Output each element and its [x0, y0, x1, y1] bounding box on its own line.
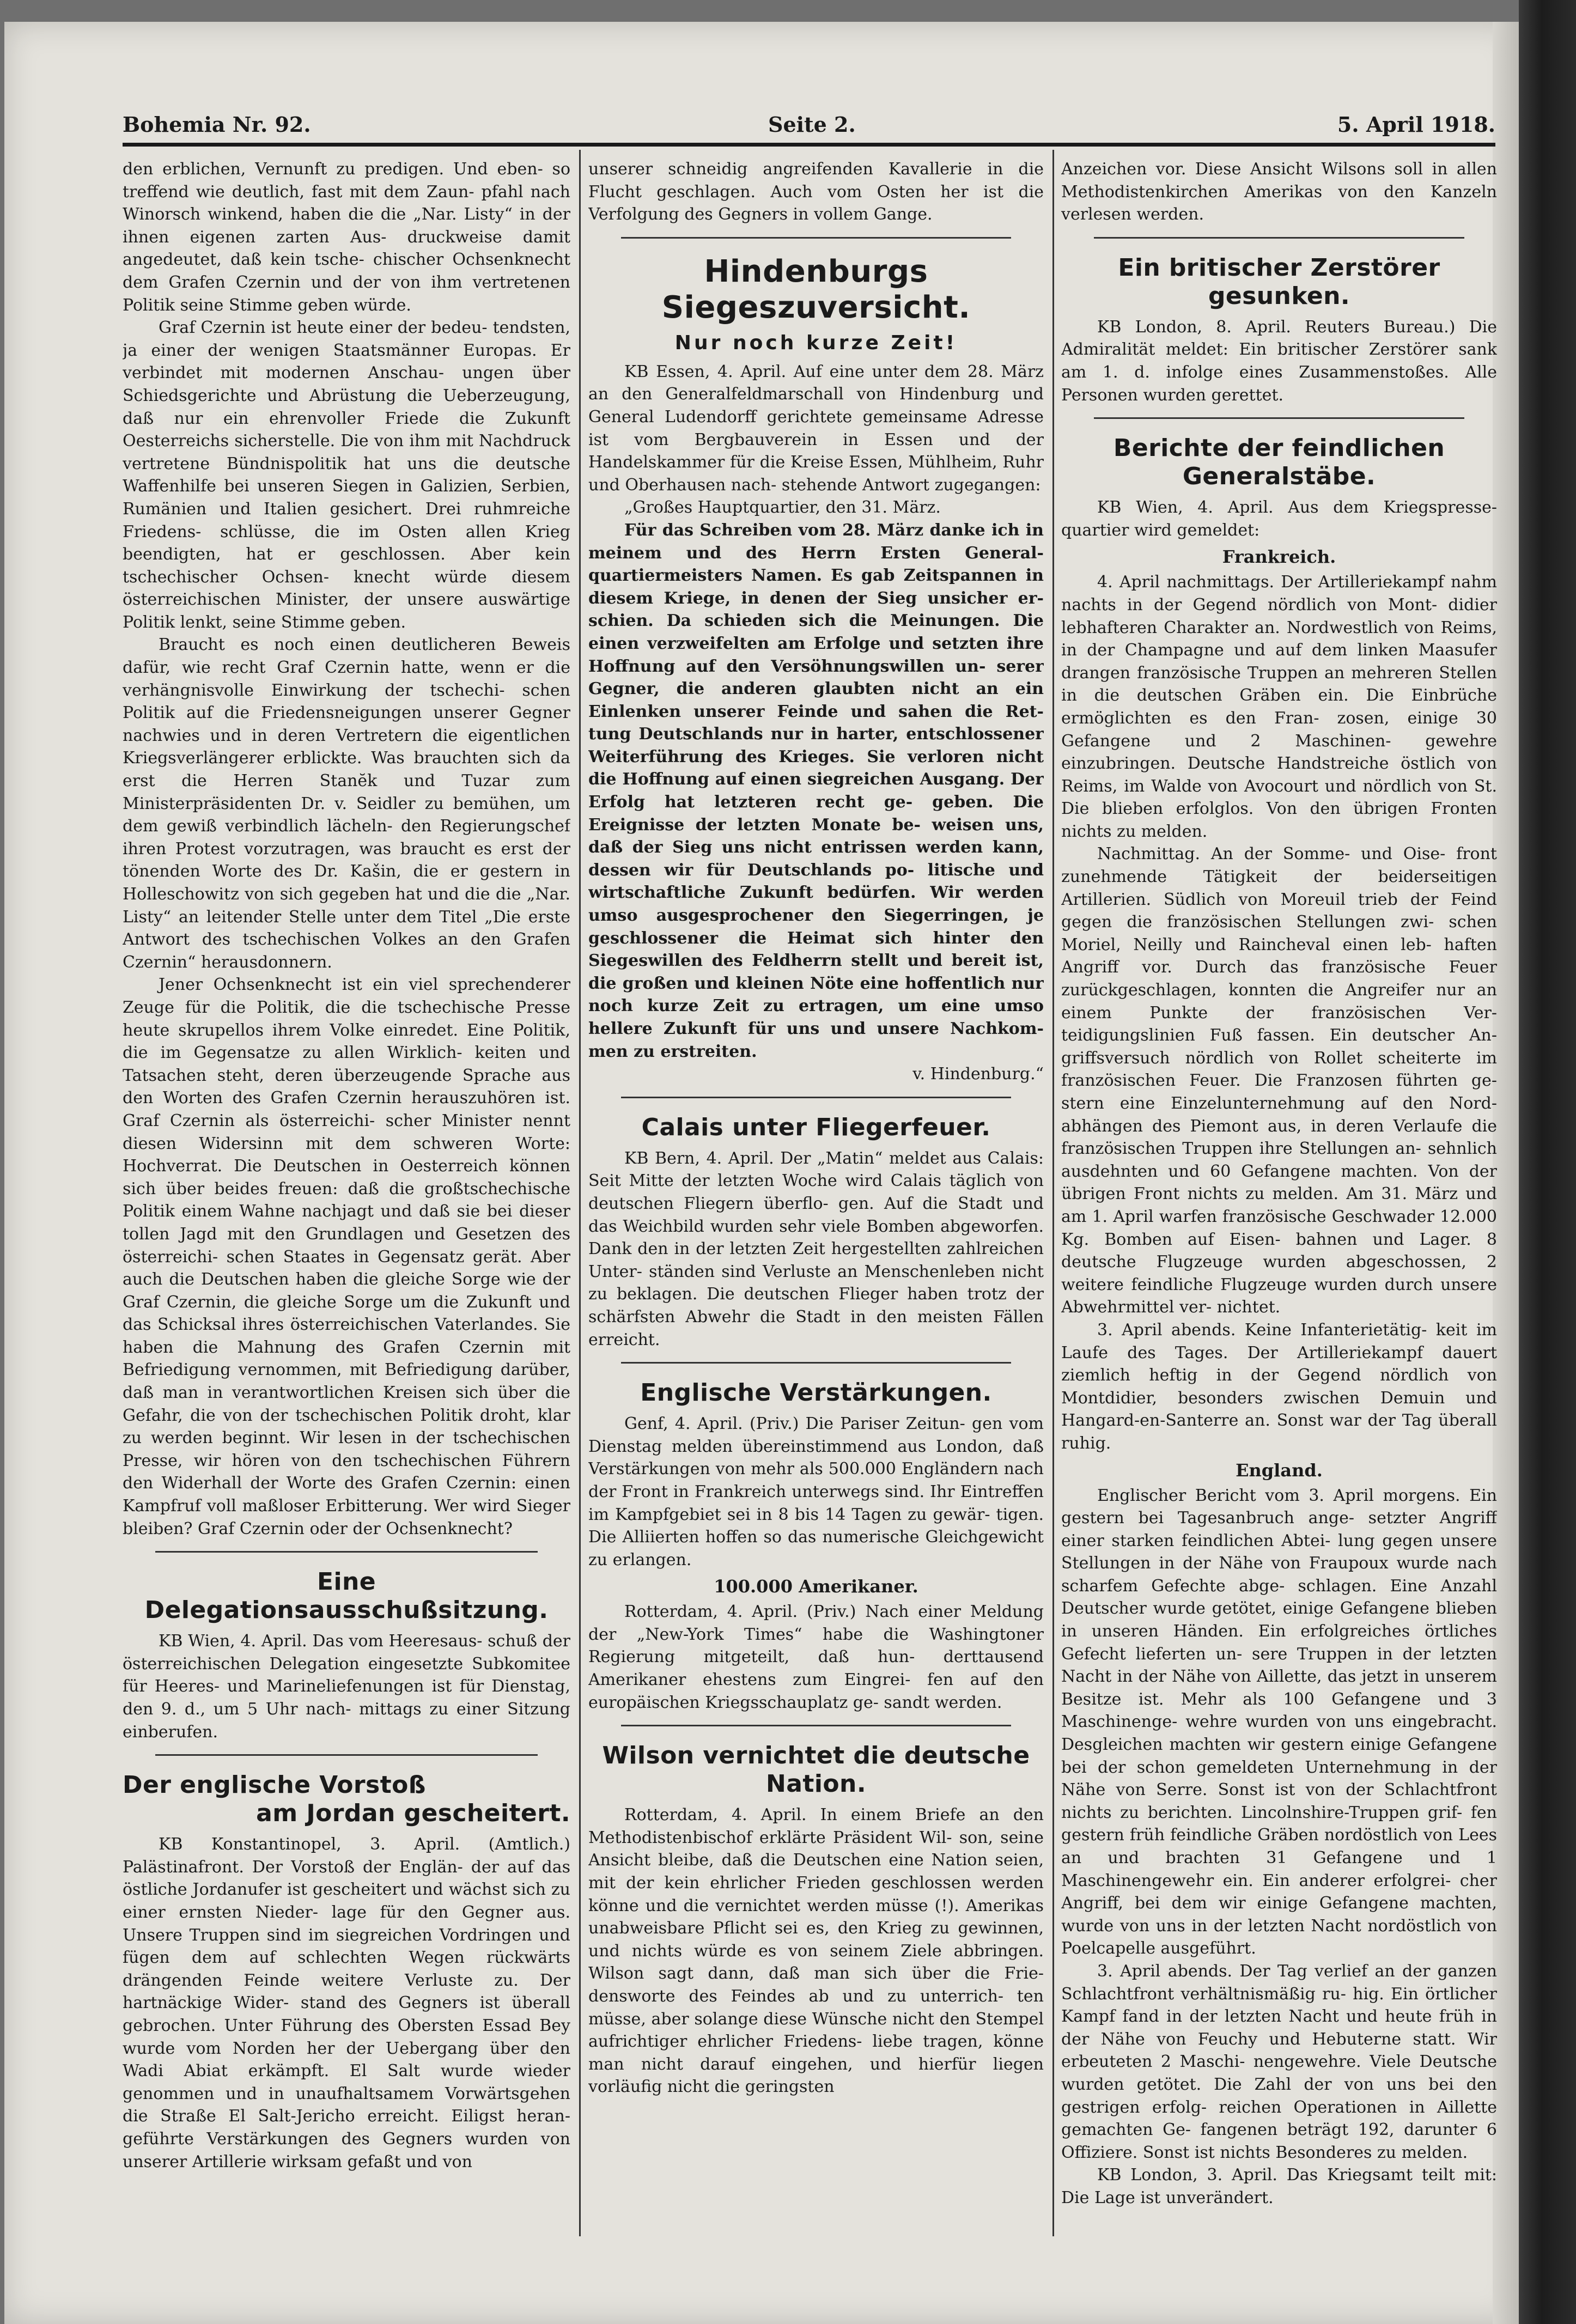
column-divider	[1052, 150, 1054, 2236]
article-paragraph: Für das Schreiben vom 28. März danke ich in meinem und des Herrn Ersten General- quartiermeisters Namen. Es gab Zeitspannen in diesem Kriege, in denen der Sieg unsicher er- schien. Da schieden sich die Meinungen. Die einen verzweifelten am Erfolge und setzten ihre Hoffnung auf den Versöhnungswillen un- serer Gegner, die anderen glaubten nicht an ein Einlenken unserer Feinde und sahen die Ret- tung Deutschlands nur in harter, entschlossener Weiterführung des Krieges. Sie verloren nicht die Hoffnung auf einen siegreichen Ausgang. Der Erfolg hat letzteren recht ge- geben. Die Ereignisse der letzten Monate be- weisen uns, daß der Sieg uns nicht entrissen werden kann, dessen wir für Deutschlands po- litische und wirtschaftliche Zukunft bedürfen. Wir werden umso ausgesprochener den Siegerringen, je geschlossener die Heimat sich hinter den Siegeswillen des Feldherrn stellt und bereit ist, die großen und kleinen Nöte eine hoffentlich nur noch kurze Zeit zu ertragen, um eine umso hellere Zukunft für uns und unsere Nachkom- men zu erstreiten.	[588, 520, 1044, 1061]
article-paragraph: KB London, 3. April. Das Kriegsamt teilt mit: Die Lage ist unverändert.	[1061, 2165, 1497, 2207]
section-rule	[1094, 417, 1464, 419]
article-paragraph: Rotterdam, 4. April. In einem Briefe an den Methodistenbischof erklärte Präsident Wil- son, seine Ansicht bleibe, daß die Deutschen eine Nation seien, mit der kein ehrlicher Frieden geschlossen werden könne und die vernichtet werden müsse (!). Amerikas unabweisbare Pflicht sei es, den Krieg zu gewinnen, und nichts würde es von seinem Ziele abbringen. Wilson sagt dann, daß man sich über die Frie- densworte des Feindes ab und zu unterrich- ten müsse, aber solange diese Wünsche nicht den Stempel aufrichtiger ehrlicher Friedens- liebe tragen, könne man nicht darauf eingehen, und hierfür liegen vorläufig nicht die geringsten	[588, 1805, 1044, 2097]
article-paragraph: „Großes Hauptquartier, den 31. März.	[624, 498, 941, 518]
article-paragraph: Rotterdam, 4. April. (Priv.) Nach einer Meldung der „New-York Times“ habe die Washingtoner Regierung mitgeteilt, daß hun- derttausend Amerikaner ehestens zum Eingrei- fen auf den europäischen Kriegsschauplatz ge- sandt werden.	[588, 1602, 1044, 1712]
article-paragraph: Braucht es noch einen deutlicheren Beweis dafür, wie recht Graf Czernin hatte, wenn er die verhängnisvolle Einwirkung der tschechi- schen Politik auf die Friedensneigungen unserer Gegner nachwies und in deren Vertretern die eigentlichen Kriegsverlängerer erblickte. Was brauchten sich da erst die Herren Stanĕk und Tuzar zum Ministerpräsidenten Dr. v. Seidler zu bemühen, um dem gewiß verbindlich lächeln- den Regierungschef ihren Protest vorzutragen, was braucht es erst der tönenden Worte des Dr. Kašin, die er gestern in Holleschowitz von sich gegeben hat und die die „Nar. Listy“ an leitender Stelle unter dem Titel „Die erste Antwort des tschechischen Volkes an den Grafen Czernin“ herausdonnern.	[123, 635, 570, 972]
page-header	[123, 109, 1495, 142]
section-france: Frankreich.	[1222, 546, 1336, 568]
column-2	[588, 158, 1044, 2234]
article-paragraph: KB Essen, 4. April. Auf eine unter dem 28. März an den Generalfeldmarschall von Hindenburg und General Ludendorff gerichtete gemeinsame Adresse ist vom Bergbauverein in Essen und der Handelskammer für die Kreise Essen, Mühlheim, Ruhr und Oberhausen nach- stehende Antwort zugegangen:	[588, 362, 1044, 495]
article-paragraph: Anzeichen vor. Diese Ansicht Wilsons soll in allen Methodistenkirchen Amerikas von den Kanzeln verlesen werden.	[1061, 160, 1497, 224]
header-rule	[123, 143, 1495, 147]
headline-wilson: Wilson vernichtet die deutsche Nation.	[602, 1742, 1030, 1798]
headline-delegation: Eine Delegationsausschußsitzung.	[144, 1568, 549, 1625]
column-divider	[579, 150, 581, 2236]
scan-border	[1519, 0, 1576, 2324]
article-paragraph: unserer schneidig angreifenden Kavallerie in die Flucht geschlagen. Auch vom Osten her ist die Verfolgung des Gegners in vollem Gange.	[588, 160, 1044, 224]
headline-destroyer: Ein britischer Zerstörer gesunken.	[1118, 253, 1440, 310]
article-paragraph: Nachmittag. An der Somme- und Oise- front zunehmende Tätigkeit der beiderseitigen Artillerien. Südlich von Moreuil trieb der Feind gegen die französischen Stellungen zwi- schen Moriel, Neilly und Raincheval einen leb- haften Angriff vor. Durch das französische Feuer zurückgeschlagen, konnten die Angreifer nur an einem Punkte der französischen Ver- teidigungslinien Fuß fassen. Ein deutscher An- griffsversuch nördlich von Rollet scheiterte im französischen Feuer. Die Franzosen führten ge- stern eine Einzelunternehmung auf den Nord- abhängen des Piemont aus, in deren Verlaufe die französischen Truppen ihre Stellungen an- sehnlich ausdehnten und 60 Gefangene machten. Von der übrigen Front nichts zu melden. Am 31. März und am 1. April warfen französische Geschwader 12.000 Kg. Bomben auf Eisen- bahnen und Lager. 8 deutsche Flugzeuge wurden abgeschossen, 2 weitere feindliche Flugzeuge wurden durch unsere Abwehrmittel ver- nichtet.	[1061, 844, 1497, 1317]
section-rule	[621, 1097, 1011, 1098]
section-england: England.	[1236, 1459, 1323, 1481]
headline-reports: Berichte der feindlichen Generalstäbe.	[1113, 434, 1445, 491]
article-paragraph: Englischer Bericht vom 3. April morgens. Ein gestern bei Tagesanbruch ange- setzter Angriff einer starken feindlichen Abtei- lung gegen unsere Stellungen in der Nähe von Fraupoux wurde nach scharfem Gefechte abge- schlagen. Eine Anzahl Deutscher wurde getötet, einige Gefangene blieben in unseren Händen. Ein erfolgreiches örtliches Gefecht lieferten un- sere Truppen in der letzten Nacht in der Nähe von Aillette, das jetzt in unserem Besitze ist. Mehr als 100 Gefangene und 3 Maschinenge- wehre wurden von uns eingebracht. Desgleichen machten wir gestern einige Gefangene bei der schon gemeldeten Unternehmung in der Nähe von Serre. Sonst ist von der Schlachtfront nichts zu berichten. Lincolnshire-Truppen grif- fen gestern früh feindliche Gräben nordöstlich von Lees an und brachten 31 Gefangene und 1 Maschinengewehr ein. Ein anderer erfolgrei- cher Angriff, bei dem wir einige Gefangene machten, wurde von uns in der letzten Nacht nordöstlich von Poelcapelle ausgeführt.	[1061, 1486, 1497, 1958]
signature-line: v. Hindenburg.“	[912, 1064, 1044, 1084]
section-rule	[621, 237, 1011, 239]
headline-jordan-line1: Der englische Vorstoß	[123, 1771, 426, 1799]
headline-jordan-line2: am Jordan gescheitert.	[256, 1799, 570, 1828]
headline-calais: Calais unter Fliegerfeuer.	[641, 1113, 991, 1141]
issue-date: 5. April 1918.	[1337, 112, 1495, 137]
issue-label: Bohemia Nr. 92.	[123, 112, 311, 137]
section-rule	[621, 1362, 1011, 1364]
section-rule	[621, 1725, 1011, 1726]
section-rule	[1094, 237, 1464, 239]
headline-reinforcements: Englische Verstärkungen.	[640, 1379, 992, 1407]
article-paragraph: KB London, 8. April. Reuters Bureau.) Die Admiralität meldet: Ein britischer Zerstörer sank am 1. d. infolge eines Zusammenstoßes. Alle Personen wurden gerettet.	[1061, 317, 1497, 405]
headline-americans: 100.000 Amerikaner.	[714, 1576, 918, 1597]
article-paragraph: 3. April abends. Der Tag verlief an der ganzen Schlachtfront verhältnismäßig ru- hig. Ein örtlicher Kampf fand in der letzten Nacht und heute früh in der Nähe von Feuchy und Hebuterne statt. Wir erbeuteten 2 Maschi- nengewehre. Viele Deutsche wurden getötet. Die Zahl der von uns bei den gestrigen erfolg- reichen Operationen in Aillette gemachten Ge- fangenen beträgt 192, darunter 6 Offiziere. Sonst ist nichts Besonderes zu melden.	[1061, 1961, 1497, 2162]
headline-jordan	[123, 1771, 570, 1828]
section-rule	[155, 1754, 538, 1756]
article-paragraph: 4. April nachmittags. Der Artilleriekampf nahm nachts in der Gegend nördlich von Mont- didier lebhafteren Charakter an. Nordwestlich von Reims, in der Champagne und auf dem linken Maasufer drangen französische Truppen an mehreren Stellen in die deutschen Gräben ein. Die Einbrüche ermöglichten es den Fran- zosen, einige 30 Gefangene und 2 Maschinen- gewehre einzubringen. Deutsche Handstreiche östlich von Reims, im Walde von Avocourt und nördlich von St. Die blieben erfolglos. Von den übrigen Fronten nichts zu melden.	[1061, 573, 1497, 841]
column-1	[123, 158, 570, 2234]
article-paragraph: KB Bern, 4. April. Der „Matin“ meldet aus Calais: Seit Mitte der letzten Woche wird Calais täglich von deutschen Fliegern überflo- gen. Auf die Stadt und das Weichbild wurden sehr viele Bomben abgeworfen. Dank den in der letzten Zeit hergestellten zahlreichen Unter- ständen sind Verluste an Menschenleben nicht zu beklagen. Die deutschen Flieger haben trotz der schärfsten Abwehr die Stadt in den meisten Fällen erreicht.	[588, 1148, 1044, 1349]
article-paragraph: Genf, 4. April. (Priv.) Die Pariser Zeitun- gen vom Dienstag melden übereinstimmend aus London, daß Verstärkungen von mehr als 500.000 Engländern nach der Front in Frankreich unterwegs sind. Ihr Eintreffen im Kampfgebiet sei in 8 bis 14 Tagen zu gewär- tigen. Die Alliierten hoffen so das numerische Gleichgewicht zu erlangen.	[588, 1414, 1044, 1569]
article-paragraph: KB Wien, 4. April. Aus dem Kriegspresse- quartier wird gemeldet:	[1061, 498, 1497, 540]
page-number: Seite 2.	[768, 112, 856, 137]
subheadline-hindenburg: Nur noch kurze Zeit!	[674, 331, 958, 354]
section-rule	[155, 1551, 538, 1553]
article-paragraph: KB Konstantinopel, 3. April. (Amtlich.) Palästinafront. Der Vorstoß der Englän- der auf das östliche Jordanufer ist gescheitert und wächst sich zu einer ernsten Nieder- lage für den Gegner aus. Unsere Truppen sind im siegreichen Vordringen und fügen dem auf schlechten Wegen rückwärts drängenden Feinde weitere Verluste zu. Der hartnäckige Wider- stand des Gegners ist überall gebrochen. Unter Führung des Obersten Essad Bey wurde vom Norden her der Uebergang über den Wadi Abiat erkämpft. El Salt wurde wieder genommen und in unaufhaltsamem Vorwärtsgehen die Straße El Salt-Jericho erreicht. Eiligst heran- geführte Verstärkungen des Gegners wurden von unserer Artillerie wirksam gefaßt und von	[123, 1835, 570, 2171]
article-paragraph: den erblichen, Vernunft zu predigen. Und eben- so treffend wie deutlich, fast mit dem Zaun- pfahl nach Winorsch winkend, haben die die „Nar. Listy“ in der ihnen eigenen zarten Aus- druckweise damit angedeutet, daß kein tsche- chischer Ochsenknecht dem Grafen Czernin und der von ihm vertretenen Politik seine Stimme geben würde.	[123, 160, 570, 315]
article-paragraph: Graf Czernin ist heute einer der bedeu- tendsten, ja einer der wenigen Staatsmänner Europas. Er verbindet mit modernen Anschau- ungen über Schiedsgerichte und Abrüstung die Ueberzeugung, daß nur ein ehrenvoller Friede die Zukunft Oesterreichs sicherstelle. Die von ihm mit Nachdruck vertretene Bündnispolitik hat uns die deutsche Waffenhilfe bei unseren Siegen in Galizien, Serbien, Rumänien und Italien gesichert. Drei ruhmreiche Friedens- schlüsse, die im Osten allen Krieg beendigten, hat er geschlossen. Aber kein tschechischer Ochsen- knecht würde diesem österreichischen Minister, der unsere auswärtige Politik lenkt, seine Stimme geben.	[123, 318, 570, 632]
headline-hindenburg: Hindenburgs Siegeszuversicht.	[661, 253, 971, 325]
column-3	[1061, 158, 1497, 2234]
article-paragraph: Jener Ochsenknecht ist ein viel sprechenderer Zeuge für die Politik, die die tschechische Presse heute skrupellos ihrem Volke einredet. Eine Politik, die im Gegensatze zu allen Wirklich- keiten und Tatsachen steht, deren überzeugende Sprache aus den Worten des Grafen Czernin herauszuhören ist. Graf Czernin als österreichi- scher Minister nennt diesen Widersinn mit dem schweren Worte: Hochverrat. Die Deutschen in Oesterreich können sich über beides freuen: daß die großtschechische Politik einem Wahne nachjagt und daß sie bei dieser tollen Jagd mit den Grundlagen und Gesetzen des österreichi- schen Staates in Gegensatz gerät. Aber auch die Deutschen haben die gleiche Sorge wie der Graf Czernin, die gleiche Sorge um die Zukunft und das Schicksal ihres österreichischen Vaterlandes. Sie haben die Mahnung des Grafen Czernin mit Befriedigung vernommen, mit Befriedigung darüber, daß man in verantwortlichen Kreisen sich über die Gefahr, die von der tschechischen Politik droht, klar zu werden beginnt. Wir lesen in der tschechischen Presse, wir hören von den tschechischen Führern den Widerhall der Worte des Grafen Czernin: einen Kampfruf voll maßloser Erbitterung. Wer wird Sieger bleiben? Graf Czernin oder der Ochsenknecht?	[123, 975, 570, 1538]
article-paragraph: 3. April abends. Keine Infanterietätig- keit im Laufe des Tages. Der Artilleriekampf dauert ziemlich heftig in der Gegend nördlich von Montdidier, besonders zwischen Demuin und Hangard-en-Santerre an. Sonst war der Tag überall ruhig.	[1061, 1320, 1497, 1453]
article-paragraph: KB Wien, 4. April. Das vom Heeresaus- schuß der österreichischen Delegation eingesetzte Subkomitee für Heeres- und Marineliefenungen ist für Dienstag, den 9. d., um 5 Uhr nach- mittags zu einer Sitzung einberufen.	[123, 1632, 570, 1742]
